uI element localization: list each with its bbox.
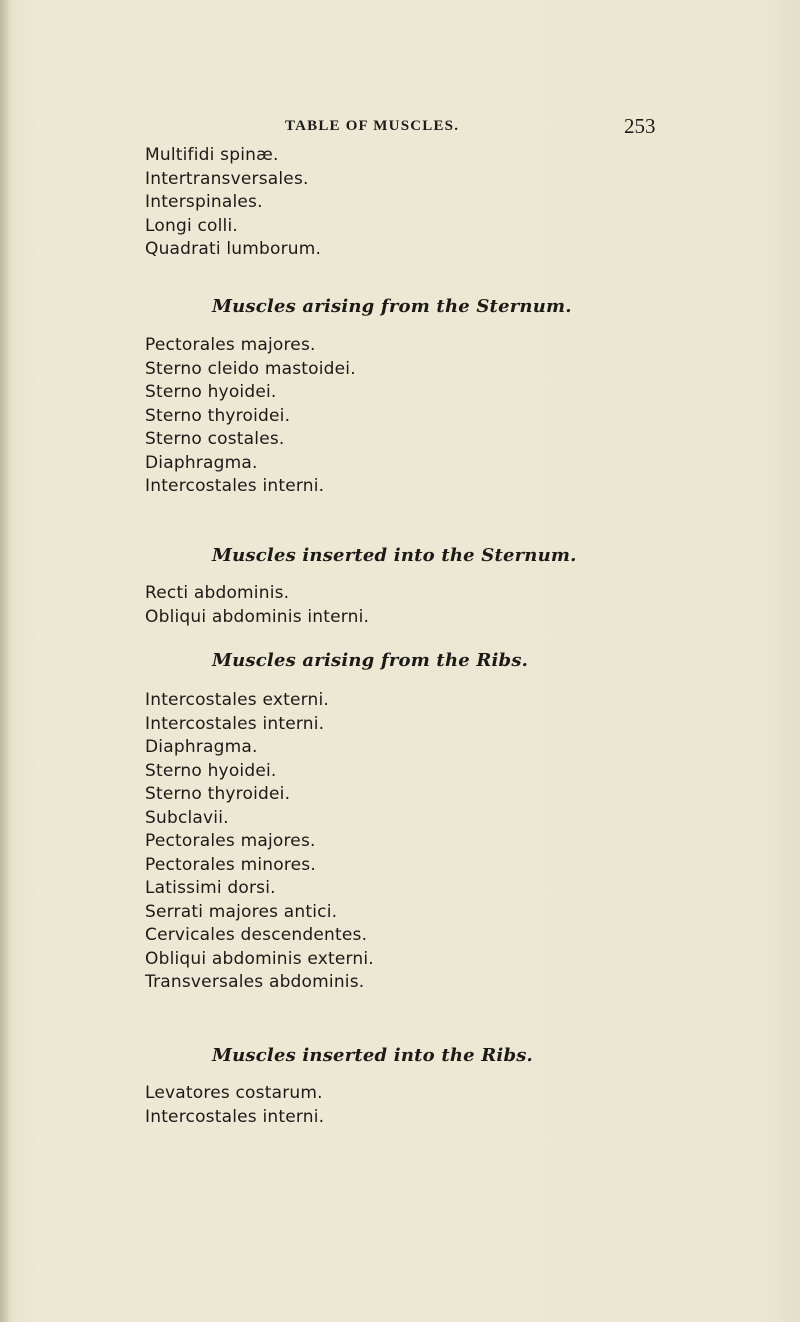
section-heading-inserted-sternum: Muscles inserted into the Sternum. xyxy=(212,545,577,566)
list-item: Pectorales minores. xyxy=(145,854,316,875)
list-item: Interspinales. xyxy=(145,192,263,212)
section-heading-arising-ribs: Muscles arising from the Ribs. xyxy=(212,650,529,671)
list-item: Quadrati lumborum. xyxy=(145,239,322,259)
list-item: Intercostales interni. xyxy=(145,476,325,496)
list-item: Serrati majores antici. xyxy=(145,901,338,922)
continued-list xyxy=(145,144,705,262)
list-item: Transversales abdominis. xyxy=(145,972,365,992)
section-heading-inserted-ribs: Muscles inserted into the Ribs. xyxy=(212,1045,534,1066)
section-list-inserted-ribs xyxy=(145,1082,705,1129)
list-item: Sterno thyroidei. xyxy=(145,784,291,804)
list-item: Levatores costarum. xyxy=(145,1083,323,1103)
list-item: Sterno costales. xyxy=(145,429,285,449)
list-item: Sterno hyoidei. xyxy=(145,382,277,402)
running-head xyxy=(0,116,800,140)
list-item: Sterno cleido mastoidei. xyxy=(145,358,356,379)
list-item: Multifidi spinæ. xyxy=(145,145,279,165)
list-item: Diaphragma. xyxy=(145,737,258,757)
list-item: Sterno thyroidei. xyxy=(145,405,291,426)
section-list-arising-sternum xyxy=(145,334,705,499)
list-item: Subclavii. xyxy=(145,807,229,828)
list-item: Obliqui abdominis interni. xyxy=(145,606,370,627)
list-item: Intercostales interni. xyxy=(145,713,325,734)
list-item: Intercostales externi. xyxy=(145,690,329,710)
section-list-arising-ribs xyxy=(145,689,705,995)
list-item: Cervicales descendentes. xyxy=(145,925,368,945)
page-number: 253 xyxy=(624,114,656,138)
list-item: Intertransversales. xyxy=(145,168,309,189)
list-item: Obliqui abdominis externi. xyxy=(145,948,374,969)
section-list-inserted-sternum xyxy=(145,582,705,629)
list-item: Diaphragma. xyxy=(145,452,258,473)
list-item: Latissimi dorsi. xyxy=(145,878,276,898)
list-item: Longi colli. xyxy=(145,215,238,236)
running-title: TABLE OF MUSCLES. xyxy=(285,118,460,134)
list-item: Sterno hyoidei. xyxy=(145,760,277,781)
list-item: Pectorales majores. xyxy=(145,831,316,851)
list-item: Intercostales interni. xyxy=(145,1106,325,1127)
gutter-shadow xyxy=(0,0,10,1322)
list-item: Pectorales majores. xyxy=(145,335,316,355)
list-item: Recti abdominis. xyxy=(145,583,290,603)
section-heading-arising-sternum: Muscles arising from the Sternum. xyxy=(212,296,572,317)
